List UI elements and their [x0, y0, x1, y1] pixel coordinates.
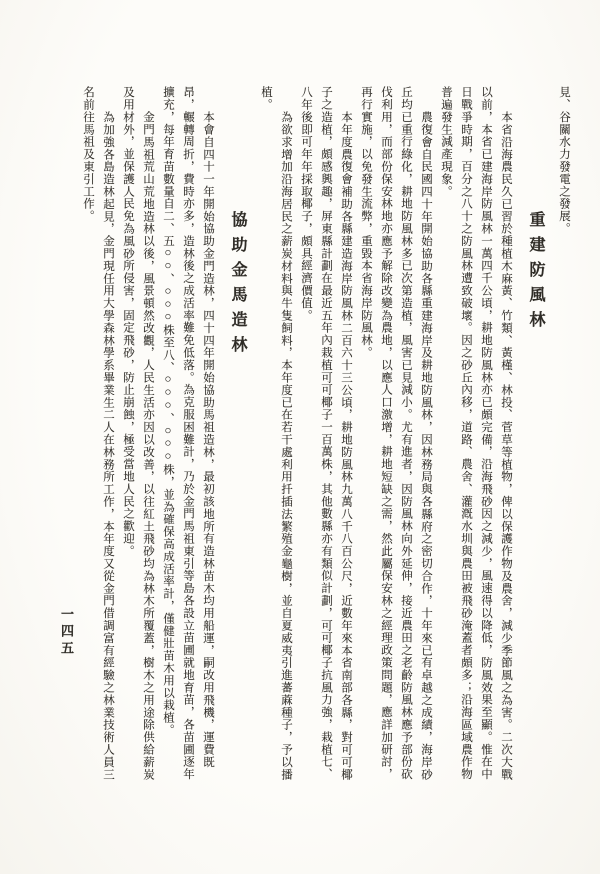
paragraph: 本會自四十一年開始協助金門造林，四十四年開始協助馬祖造林，最初該地所有造林苗木均用船運，嗣改用飛機，運費既昂，輾轉周折，費時亦多，造林後之成活率難免低落。為克服困難計，乃於金門馬祖東引等島各設立苗圃就地育苗，各苗圃逐年擴充，每年育苗數量自二、五○○、○○○株至八、○○○、○○○株，並為確保高成活率計，僅健壯苗木用以栽植。	[162, 86, 214, 781]
continuation-line: 見、谷關水力發電之發展。	[558, 86, 570, 235]
paragraph: 為欲求增加沿海居民之薪炭材料與牛隻飼料，本年度已在若干處利用扦插法繁殖金龜樹，並自夏威夷引進蕃蔴種子，予以播植。	[260, 86, 292, 781]
page-text-flow	[78, 86, 574, 786]
page-number: 一四五	[59, 607, 74, 658]
paragraph: 為加強各島造林起見，金門現任用大學森林學系畢業生二人在林務所工作，本年度又從金門借調富有經驗之林業技術人員三名前往馬祖及東引工作。	[82, 86, 114, 781]
paragraph: 金門馬祖荒山荒地造林以後，風景頓然改觀，人民生活亦因以改善，以往紅土飛砂均為林木所覆蓋，樹木之用途除供給薪炭及用材外，並保護人民免為風砂所侵害，固定飛砂，防止崩蝕，極受當地人民之歡迎。	[122, 86, 154, 781]
section-title-assist-kinmen-matsu-afforestation: 協助金馬造林	[229, 211, 246, 361]
paragraph: 本省沿海農民久已習於種植木麻黃、竹類、黃槿、林投、菅草等植物，俾以保護作物及農舍，減少季節風之為害。二次大戰以前，本省已建海岸防風林一萬四千公頃，耕地防風林亦已頗完備，沿海飛砂因之減少，風速得以降低，防風效果至顯。惟在中日戰爭時期，百分之八十之防風林遭致破壞。因之砂丘內移，道路、農舍、灌漑水圳與農田被飛砂淹蓋者頗多；沿海區域農作物普遍發生減產現象。	[440, 86, 512, 781]
paragraph: 農復會自民國四十年開始協助各縣重建海岸及耕地防風林，因林務局與各縣府之密切合作，十年來已有卓越之成績，海岸砂丘均已重行綠化，耕地防風林多已次第造植，風害已見減小。尤有進者，因防風林向外延伸，接近農田之老齡防風林應予部份砍伐利用，而部份保安林地亦應予解除改變為農地，以應人口激增，耕地短缺之需，然此屬保安林之經理政策問題，應詳加研討，再行實施，以免發生流弊，重毀本省海岸防風林。	[360, 86, 432, 781]
section-title-rebuild-windbreaks: 重建防風林	[527, 211, 544, 336]
paragraph: 本年度農復會補助各縣建造海岸防風林二百六十三公頃，耕地防風林九萬八千八百公尺，近數年來本省南部各縣，對可可椰子之造植，頗感興趣，屏東縣計劃在最近五年內栽植可可椰子一百萬株，其他數縣亦有類似計劃，可可椰子抗風力強，栽植七、八年後即可年年採取椰子，頗具經濟價值。	[300, 86, 352, 781]
